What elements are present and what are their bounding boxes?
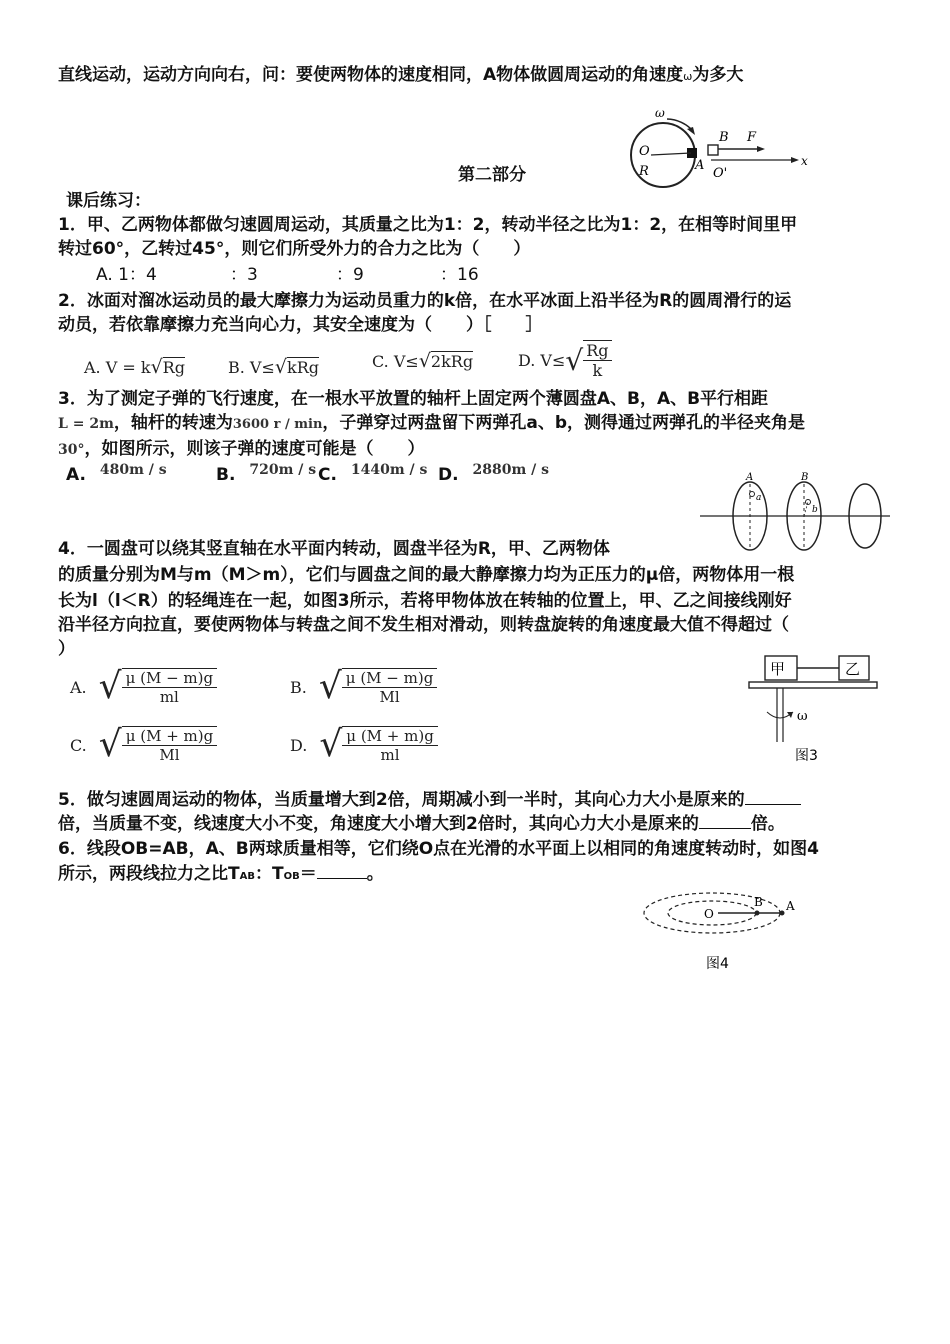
q3-fig-label-a: a <box>756 493 762 503</box>
q3-option-b-value: 720m / s <box>249 462 317 478</box>
q4-option-d-label: D. <box>290 735 308 755</box>
q3-speed: 3600 r / min <box>232 417 323 432</box>
q3-fig-label-b: b <box>812 505 818 515</box>
q4-fig-caption: 图3 <box>795 748 818 764</box>
q2-option-b-prefix: B. V≤ <box>228 358 275 377</box>
q3-option-d <box>438 462 550 487</box>
fig-label-omega: ω <box>655 106 665 120</box>
q4-option-d-fraction <box>342 726 438 764</box>
q4-option-d: D. √ $\frac{\mu (M + m)g}{ml}$ <box>290 726 438 764</box>
q6-fig-label-O: O <box>704 907 714 921</box>
q3-fig-label-B: B <box>801 472 809 483</box>
q6-fig-label-A: A <box>786 899 795 913</box>
fig-label-O: O <box>639 144 650 159</box>
q2-option-a-radicand: Rg <box>162 358 185 377</box>
q3-figure <box>700 470 890 560</box>
q3-line2 <box>58 412 805 436</box>
part-title: 第二部分 <box>458 165 526 185</box>
q3-option-d-letter: D. <box>438 465 459 485</box>
q1-option-d: ：16 <box>440 265 479 285</box>
fig-label-F: F <box>747 130 757 145</box>
q2-option-d-fraction <box>583 340 611 380</box>
q4-option-d-numerator: μ (M + m)g <box>342 726 438 746</box>
q3-option-b <box>216 462 317 487</box>
intro-figure <box>615 105 815 195</box>
q2-line1: 2．冰面对溜冰运动员的最大摩擦力为运动员重力的k倍，在水平冰面上沿半径为R的圆周滑行的运 <box>58 291 792 311</box>
q4-line2: 的质量分别为M与m（M＞m），它们与圆盘之间的最大静摩擦力均为正压力的μ倍，两物体用一根 <box>58 565 795 585</box>
intro-line <box>58 64 743 88</box>
q3-text-b: ，轴杆的转速为 <box>113 413 233 433</box>
q6-text-d: 。 <box>366 864 384 884</box>
q6-subscript-ob: OB <box>283 871 300 882</box>
q2-option-d-numerator: Rg <box>583 341 611 361</box>
fig-label-O-prime: O' <box>713 166 728 181</box>
q4-option-a-label: A. <box>70 677 87 697</box>
q3-option-c <box>318 462 428 487</box>
q2-option-c-prefix: C. V≤ <box>372 352 419 371</box>
q4-fig-label-yi: 乙 <box>845 660 861 678</box>
q2-option-d-denominator: k <box>592 361 603 380</box>
q4-option-b-fraction <box>342 668 438 706</box>
q3-angle: 30° <box>58 442 85 458</box>
q5-text-1: 5．做匀速圆周运动的物体，当质量增大到2倍，周期减小到一半时，其向心力大小是原来的 <box>58 790 745 810</box>
q4-option-c-fraction <box>122 726 218 764</box>
q1-option-b: ：3 <box>230 265 258 285</box>
q2-option-c: C. V≤√2kRg <box>372 350 474 372</box>
q5-blank-2[interactable] <box>699 812 751 829</box>
q3-line3 <box>58 438 424 461</box>
fig-label-R: R <box>639 164 649 179</box>
q4-option-a-denominator: ml <box>159 688 179 706</box>
q6-subscript-ab: AB <box>239 871 255 882</box>
q5-line1 <box>58 788 801 811</box>
q2-option-b-radicand: kRg <box>287 358 319 377</box>
q3-option-d-value: 2880m / s <box>472 462 550 478</box>
q1-option-a: A. 1：4 <box>96 265 157 285</box>
q3-text-3b: ，如图所示，则该子弹的速度可能是（ ） <box>84 439 425 459</box>
q4-option-b-label: B. <box>290 677 307 697</box>
q2-option-a: A. V = k√Rg <box>84 356 185 378</box>
q4-option-a-fraction <box>122 668 218 706</box>
intro-text-end: 为多大 <box>692 65 744 85</box>
q6-fig-label-B: B <box>754 895 763 909</box>
q4-option-d-denominator: ml <box>380 746 400 764</box>
q2-line2: 动员，若依靠摩擦力充当向心力，其安全速度为（ ）［ ］ <box>58 315 543 335</box>
q4-option-c-numerator: μ (M + m)g <box>122 726 218 746</box>
q6-text-c: ＝ <box>299 864 317 884</box>
q3-option-a-value: 480m / s <box>99 462 167 478</box>
fig-label-B: B <box>719 130 729 145</box>
q4-option-b: B. √ $\frac{\mu (M - m)g}{Ml}$ <box>290 668 437 706</box>
intro-text: 直线运动，运动方向向右，问：要使两物体的速度相同，A物体做圆周运动的角速度 <box>58 65 684 85</box>
q4-figure <box>745 652 885 767</box>
q6-fig-caption: 图4 <box>706 956 729 972</box>
q1-option-c: ：9 <box>336 265 364 285</box>
q4-option-a: A. √ $\frac{\mu (M - m)g}{ml}$ <box>70 668 217 706</box>
fig-label-x: x <box>801 154 808 168</box>
q6-text-b: ：T <box>254 864 284 884</box>
q6-figure <box>650 888 810 978</box>
q3-text-d: ，子弹穿过两盘留下两弹孔a、b，测得通过两弹孔的半径夹角是 <box>322 413 806 433</box>
q1-line2: 转过60°，乙转过45°，则它们所受外力的合力之比为（ ） <box>58 239 531 259</box>
q5-blank-1[interactable] <box>745 788 801 805</box>
q4-option-c: C. √ $\frac{\mu (M + m)g}{Ml}$ <box>70 726 217 764</box>
q4-option-c-label: C. <box>70 735 87 755</box>
q6-blank[interactable] <box>317 862 367 879</box>
q3-fig-label-A: A <box>746 472 754 483</box>
fig-label-A: A <box>695 158 705 173</box>
exercise-title: 课后练习： <box>66 191 151 211</box>
q2-option-b: B. V≤√kRg <box>228 356 319 378</box>
q6-line2 <box>58 862 384 888</box>
q4-option-a-numerator: μ (M − m)g <box>122 668 218 688</box>
q5-text-2b: 倍。 <box>750 814 785 834</box>
q4-fig-label-omega: ω <box>797 709 808 724</box>
q2-option-d: D. V≤ √ $\frac{Rg}{k}$ <box>518 340 612 380</box>
q4-option-c-denominator: Ml <box>159 746 180 764</box>
q6-text-a: 所示，两段线拉力之比T <box>58 864 240 884</box>
q3-option-c-letter: C. <box>318 465 337 485</box>
q2-option-d-prefix: D. V≤ <box>518 350 566 370</box>
q5-text-2a: 倍，当质量不变，线速度大小不变，角速度大小增大到2倍时，其向心力大小是原来的 <box>58 814 699 834</box>
q3-option-a <box>66 462 167 487</box>
q4-fig-label-jia: 甲 <box>770 660 786 678</box>
q6-line1: 6．线段OB=AB，A、B两球质量相等，它们绕O点在光滑的水平面上以相同的角速度转动时，如图4 <box>58 839 819 859</box>
q4-line5: ） <box>58 639 75 659</box>
q5-line2 <box>58 812 785 835</box>
q3-distance: L = 2m <box>58 416 114 432</box>
q4-line3: 长为l（l＜R）的轻绳连在一起，如图3所示，若将甲物体放在转轴的位置上，甲、乙之间接线刚好 <box>58 591 792 611</box>
q3-line1: 3．为了测定子弹的飞行速度，在一根水平放置的轴杆上固定两个薄圆盘A、B，A、B平行相距 <box>58 389 769 409</box>
q4-line4: 沿半径方向拉直，要使两物体与转盘之间不发生相对滑动，则转盘旋转的角速度最大值不得超过（ <box>58 615 789 635</box>
omega-symbol: ω <box>683 70 693 83</box>
q3-option-c-value: 1440m / s <box>350 462 428 478</box>
q2-option-c-radicand: 2kRg <box>430 352 474 371</box>
q3-option-a-letter: A. <box>66 465 86 485</box>
q1-line1: 1．甲、乙两物体都做匀速圆周运动，其质量之比为1：2，转动半径之比为1：2，在相等时间里甲 <box>58 215 798 235</box>
q3-option-b-letter: B. <box>216 465 236 485</box>
q4-option-b-denominator: Ml <box>379 688 400 706</box>
q4-option-b-numerator: μ (M − m)g <box>342 668 438 688</box>
q4-line1: 4．一圆盘可以绕其竖直轴在水平面内转动，圆盘半径为R，甲、乙两物体 <box>58 539 610 559</box>
q2-option-a-prefix: A. V = k <box>84 358 151 377</box>
